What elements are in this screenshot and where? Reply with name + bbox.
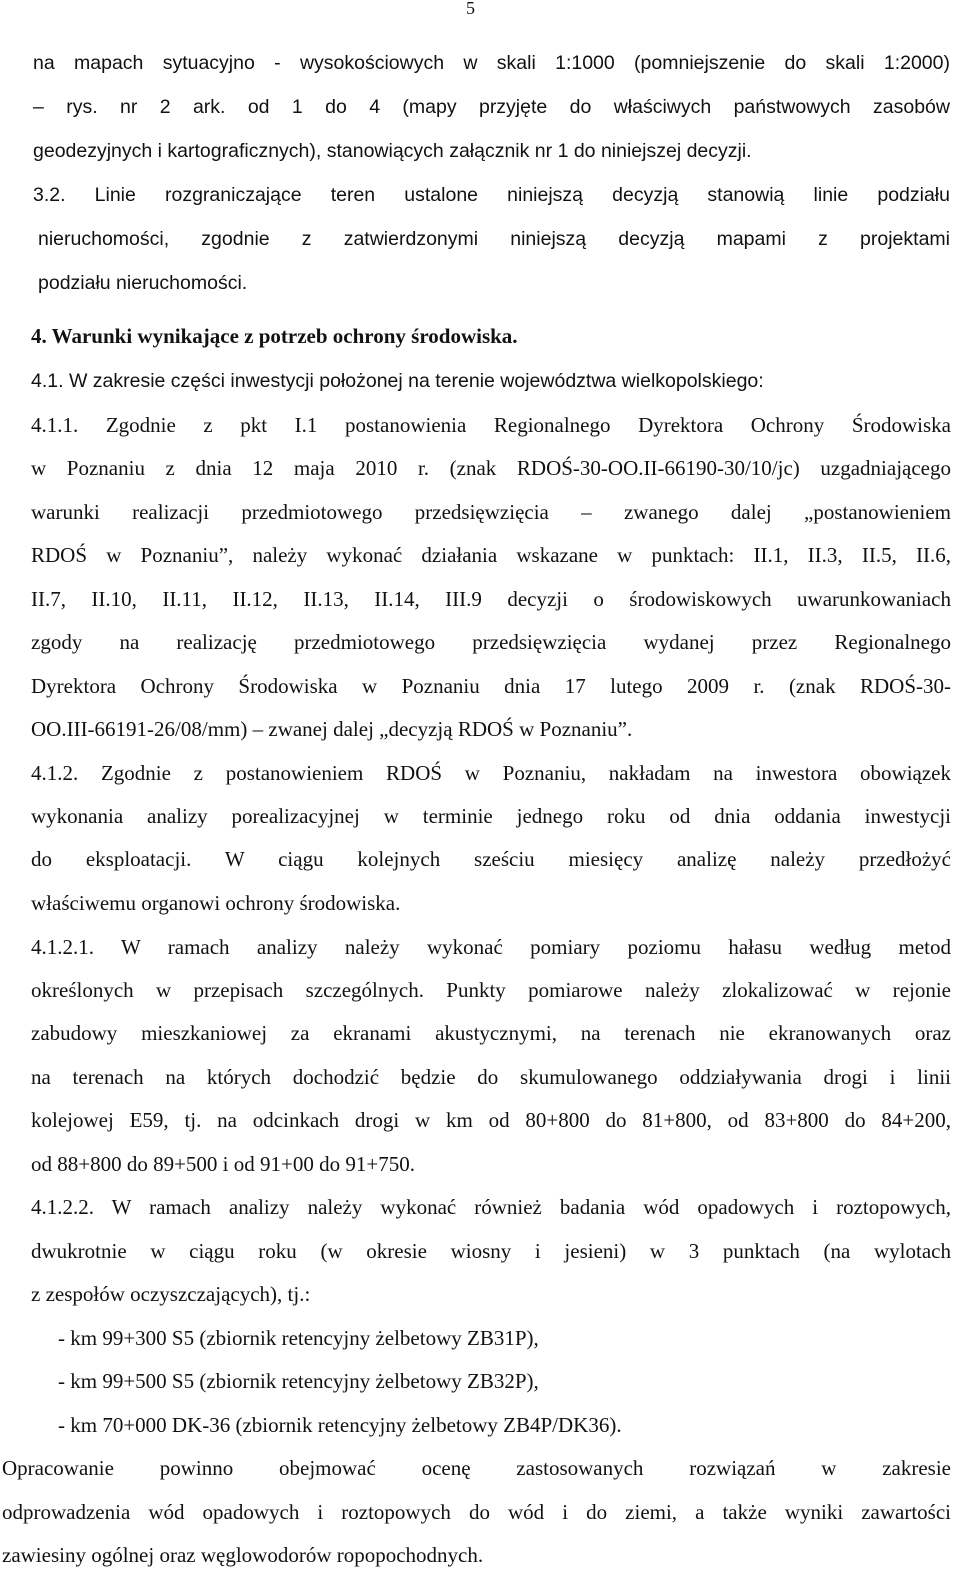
text-line: określonych w przepisach szczególnych. Punkty pomiarowe należy zlokalizować w rejonie: [31, 978, 951, 1002]
text-line: zabudowy mieszkaniowej za ekranami akustycznymi, na terenach nie ekranowanych oraz: [31, 1021, 951, 1045]
text-line: RDOŚ w Poznaniu”, należy wykonać działania wskazane w punktach: II.1, II.3, II.5, II.6,: [31, 543, 951, 567]
list-item: - km 99+500 S5 (zbiornik retencyjny żelbetowy ZB32P),: [58, 1369, 539, 1393]
text-line: z zespołów oczyszczających), tj.:: [31, 1282, 311, 1306]
text-line: 4.1.2.2. W ramach analizy należy wykonać również badania wód opadowych i roztopowych,: [31, 1195, 951, 1219]
text-line: w Poznaniu z dnia 12 maja 2010 r. (znak RDOŚ-30-OO.II-66190-30/10/jc) uzgadniającego: [31, 456, 951, 480]
text-line: – rys. nr 2 ark. od 1 do 4 (mapy przyjęte do właściwych państwowych zasobów: [33, 96, 950, 118]
text-line: do eksploatacji. W ciągu kolejnych sześciu miesięcy analizę należy przedłożyć: [31, 847, 951, 871]
section-heading: 4. Warunki wynikające z potrzeb ochrony środowiska.: [31, 324, 518, 348]
text-line: Dyrektora Ochrony Środowiska w Poznaniu dnia 17 lutego 2009 r. (znak RDOŚ-30-: [31, 674, 951, 698]
page-number: 5: [466, 0, 475, 18]
text-line: geodezyjnych i kartograficznych), stanowiących załącznik nr 1 do niniejszej decyzji.: [33, 140, 752, 162]
text-line: zawiesiny ogólnej oraz węglowodorów ropopochodnych.: [2, 1543, 484, 1567]
text-line: odprowadzenia wód opadowych i roztopowych do wód i do ziemi, a także wyniki zawartości: [2, 1500, 951, 1524]
text-line: zgody na realizację przedmiotowego przedsięwzięcia wydanej przez Regionalnego: [31, 630, 951, 654]
text-line: II.7, II.10, II.11, II.12, II.13, II.14, III.9 decyzji o środowiskowych uwarunkowaniach: [31, 587, 951, 611]
text-line: na terenach na których dochodzić będzie do skumulowanego oddziaływania drogi i linii: [31, 1065, 951, 1089]
text-line: kolejowej E59, tj. na odcinkach drogi w km od 80+800 do 81+800, od 83+800 do 84+200,: [31, 1108, 951, 1132]
text-line: 3.2. Linie rozgraniczające teren ustalone niniejszą decyzją stanowią linie podziału: [33, 184, 950, 206]
text-line: podziału nieruchomości.: [38, 272, 248, 294]
list-item: - km 99+300 S5 (zbiornik retencyjny żelbetowy ZB31P),: [58, 1326, 539, 1350]
text-line: 4.1.2.1. W ramach analizy należy wykonać pomiary poziomu hałasu według metod: [31, 935, 951, 959]
text-line: na mapach sytuacyjno - wysokościowych w skali 1:1000 (pomniejszenie do skali 1:2000): [33, 52, 950, 74]
text-line: od 88+800 do 89+500 i od 91+00 do 91+750.: [31, 1152, 415, 1176]
text-line: OO.III-66191-26/08/mm) – zwanej dalej „decyzją RDOŚ w Poznaniu”.: [31, 717, 633, 741]
list-item: - km 70+000 DK-36 (zbiornik retencyjny żelbetowy ZB4P/DK36).: [58, 1413, 622, 1437]
text-line: 4.1. W zakresie części inwestycji położonej na terenie województwa wielkopolskiego:: [31, 370, 764, 392]
text-line: właściwemu organowi ochrony środowiska.: [31, 891, 401, 915]
text-line: wykonania analizy porealizacyjnej w terminie jednego roku od dnia oddania inwestycji: [31, 804, 951, 828]
text-line: dwukrotnie w ciągu roku (w okresie wiosny i jesieni) w 3 punktach (na wylotach: [31, 1239, 951, 1263]
text-line: warunki realizacji przedmiotowego przedsięwzięcia – zwanego dalej „postanowieniem: [31, 500, 951, 524]
text-line: Opracowanie powinno obejmować ocenę zastosowanych rozwiązań w zakresie: [2, 1456, 951, 1480]
text-line: nieruchomości, zgodnie z zatwierdzonymi niniejszą decyzją mapami z projektami: [38, 228, 950, 250]
text-line: 4.1.2. Zgodnie z postanowieniem RDOŚ w Poznaniu, nakładam na inwestora obowiązek: [31, 761, 951, 785]
text-line: 4.1.1. Zgodnie z pkt I.1 postanowienia Regionalnego Dyrektora Ochrony Środowiska: [31, 413, 951, 437]
